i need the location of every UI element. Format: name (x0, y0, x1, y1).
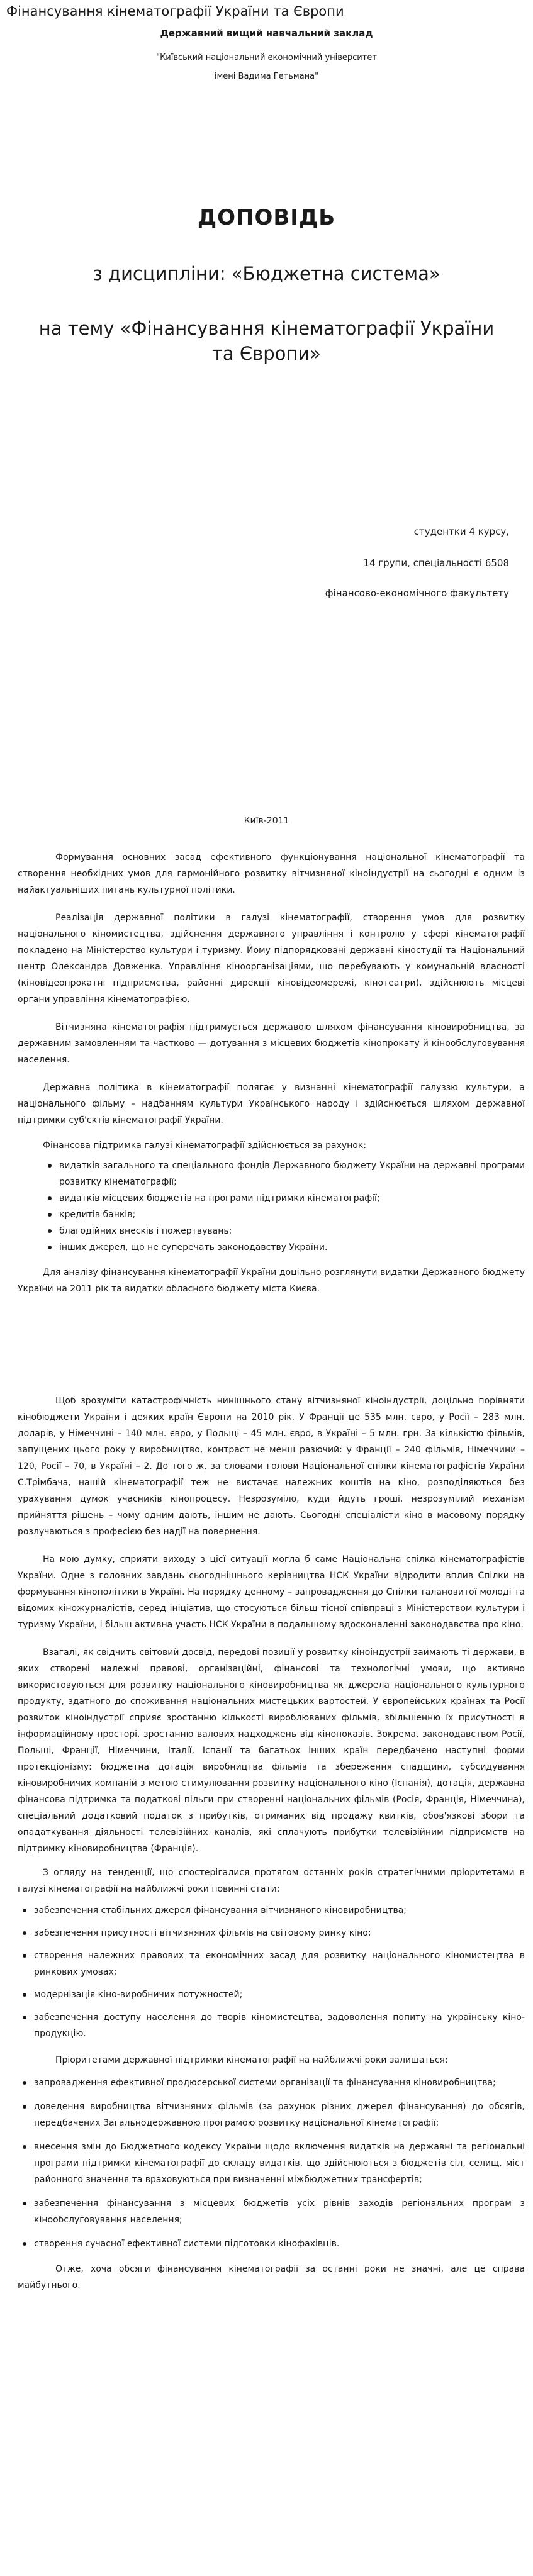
paragraph: Фінансова підтримка галузі кінематографії здійснюється за рахунок: (43, 1140, 367, 1151)
paragraph: Отже, хоча обсяги фінансування кінематографії за останні роки не значні, але це справа майбутнього. (18, 2264, 525, 2290)
list-item: забезпечення присутності вітчизняних фільмів на світовому ринку кіно; (18, 1925, 525, 1941)
list-item: інших джерел, що не суперечать законодавству України. (43, 1239, 525, 1256)
discipline-line: з дисципліни: «Бюджетна система» (93, 263, 440, 284)
topic-line-2: та Європи» (212, 343, 321, 364)
strategic-priorities-list (18, 1902, 525, 2042)
section-1 (18, 849, 525, 1297)
list-item: кредитів банків; (43, 1207, 525, 1223)
paragraph: Щоб зрозуміти катастрофічність нинішнього стану вітчизняної кіноіндустрії, доцільно порівняти кінобюджети України і деяких країн Європи на 2010 рік. У Франції це 535 млн. євро, у Росії – 283 млн. доларів, у Німеччині – 140 млн. євро, у Польщі – 45 млн. євро, в Україні – 5 млн. грн. За кількістю фільмів, запущених цього року у виробництво, контраст не менш разючий: у Франції – 240 фільмів, Німеччини – 120, Росії – 70, в Україні – 2. До того ж, за словами голови Національної спілки кінематографістів України С.Трімбача, нашій кінематографії теж не вистачає належних коштів на кіно, розподіляються без урахування думок учасників кінопроцесу. Незрозуміло, куди йдуть гроші, незрозумілий механізм прийняття рішень – чому одним дають, іншим не дають. Сьогодні спеціалісти кіно в масовому порядку розлучаються з професією без надії на повернення. (18, 1396, 525, 1537)
list-item: запровадження ефективної продюсерської системи організації та фінансування кіновиробництва; (18, 2075, 525, 2091)
paragraph: Пріоритетами державної підтримки кінематографії на найближчі роки залишаться: (55, 2055, 448, 2065)
author-line-2: 14 групи, спеціальності 6508 (363, 557, 509, 569)
institution-name: Державний вищий навчальний заклад (160, 28, 373, 39)
city-year: Київ-2011 (244, 816, 289, 826)
paragraph: Реалізація державної політики в галузі кінематографії, створення умов для розвитку національного кіномистецтва, здійснення державного управління і контролю у сфері кінематографії покладено на Міністерство культури і туризму. Йому підпорядковані державні кіностудії та Національний центр Олександра Довженка. Управління кінoорганізаціями, що перебувають у комунальній власності (кіновідеопрокатні підприємства, районні дирекції кіновідеомережі, кінотеатри), здійснюють місцеві органи управління кінематографією. (18, 913, 525, 1005)
list-item: забезпечення доступу населення до творів кіномистецтва, задоволення попиту на українську кіно-продукцію. (18, 2009, 525, 2042)
list-item: створення належних правових та економічних засад для розвитку національного кіномистецтва в ринкових умовах; (18, 1948, 525, 1980)
paragraph: Взагалі, як свідчить світовий досвід, передові позиції у розвитку кіноіндустрії займають ті держави, в яких створені належні правові, організаційні, фінансові та технологічні умови, що активно використовуються для розвитку національного кіновиробництва як джерела національного культурного продукту, здатного до споживання національних мистецьких вартостей. У європейських країнах та Росії розвиток кіноіндустрії сприяє зростанню кількості вироблюваних фільмів, збільшенню їх присутності в інформаційному просторі, зростанню валових надходжень від кінопоказів. Зокрема, законодавством Росії, Польщі, Франції, Німеччини, Італії, Іспанії та багатьох інших країн передбачено наступні форми протекціонізму: бюджетна дотація виробництва фільмів та збереження спадщини, субсидування кіновиробничих компаній з метою стимулювання розвитку національного кіно (Іспанія), дотація, державна фінансова підтримка та податкові пільги при створенні національних фільмів (Росія, Франція, Німеччина), спеціальний додатковий податок з прибутків, отриманих від продажу квитків, обов'язкові збори та опадаткування діяльності телевізійних каналів, які сплачують прибутки телевізійним підприємств на підтримку кіновиробництва (Франція). (18, 1648, 525, 1854)
author-line-1: студентки 4 курсу, (413, 526, 509, 537)
paragraph: Державна політика в кінематографії полягає у визнанні кінематографії галуззю культури, а національного фільму – надбанням культури Українського народу і здійснюється шляхом державної підтримки суб'єктів кінематографії України. (18, 1083, 525, 1125)
topic-line-1: на тему «Фінансування кінематографії України (38, 318, 495, 339)
list-item: доведення виробництва вітчизняних фільмів (за рахунок різних джерел фінансування) до обсягів, передбачених Загальнодержавною програмою розвитку національної кінематографії; (18, 2099, 525, 2131)
list-item: створення сучасної ефективної системи підготовки кінофахівців. (18, 2236, 525, 2252)
document-title: Фінансування кінематографії України та Європи (6, 4, 344, 19)
state-support-priorities-list (18, 2075, 525, 2252)
paragraph: На мою думку, сприяти виходу з цієї ситуації могла б саме Національна спілка кінематографістів України. Одне з головних завдань сьогоднішнього керівництва НСК України відродити вплив Спілки на формування кінополітики в Україні. На порядку денному – запровадження до Спілки талановитої молоді та відомих кіножурналістів, серед ініціатив, що стосуються більш тісної співпраці з Міністерством культури і туризму України, і більш активна участь НСК України в подальшому вдосконаленні законодавства про кіно. (18, 1554, 525, 1630)
university-line: "Київський національний економічний університет (156, 53, 377, 62)
author-line-3: фінансово-економічного факультету (325, 588, 509, 599)
list-item: видатків загального та спеціального фондів Державного бюджету України на державні програми розвитку кінематографії; (43, 1157, 525, 1190)
list-item: забезпечення фінансування з місцевих бюджетів усіх рівнів заходів регіональних програм з кінообслуговування населення; (18, 2195, 525, 2228)
list-item: забезпечення стабільних джерел фінансування вітчизняного кіновиробництва; (18, 1902, 525, 1919)
report-label: ДОПОВІДЬ (197, 205, 336, 230)
list-item: видатків місцевих бюджетів на програми підтримки кінематографії; (43, 1190, 525, 1207)
list-item: модернізація кіно-виробничих потужностей; (18, 1987, 525, 2003)
paragraph: Для аналізу фінансування кінематографії України доцільно розглянути видатки Державного бюджету України на 2011 рік та видатки обласного бюджету міста Києва. (18, 1268, 525, 1294)
paragraph: З огляду на тенденції, що спостерігалися протягом останніх років стратегічними пріоритетами в галузі кінематографії на найближчі роки повинні стати: (18, 1868, 525, 1894)
financing-sources-list (43, 1157, 525, 1256)
university-name-line: імені Вадима Гетьмана" (214, 72, 319, 81)
section-2 (18, 1393, 525, 2294)
paragraph: Вітчизняна кінематографія підтримується державою шляхом фінансування кіновиробництва, за державним замовленням та частково — дотування з місцевих бюджетів кінопрокату й кінообслуговування населення. (18, 1022, 525, 1065)
list-item: внесення змін до Бюджетного кодексу України щодо включення видатків на державні та регіональні програми підтримки кінематографії до складу видатків, що здійснюються з бюджетів сіл, селищ, міст районного значення та враховуються при визначенні міжбюджетних трансфертів; (18, 2139, 525, 2188)
list-item: благодійних внесків і пожертвувань; (43, 1223, 525, 1239)
paragraph: Формування основних засад ефективного функціонування національної кінематографії та створення необхідних умов для гармонійного розвитку вітчизняної кіноіндустрії на сьогодні є одним із найактуальніших питань культурної політики. (18, 852, 525, 895)
